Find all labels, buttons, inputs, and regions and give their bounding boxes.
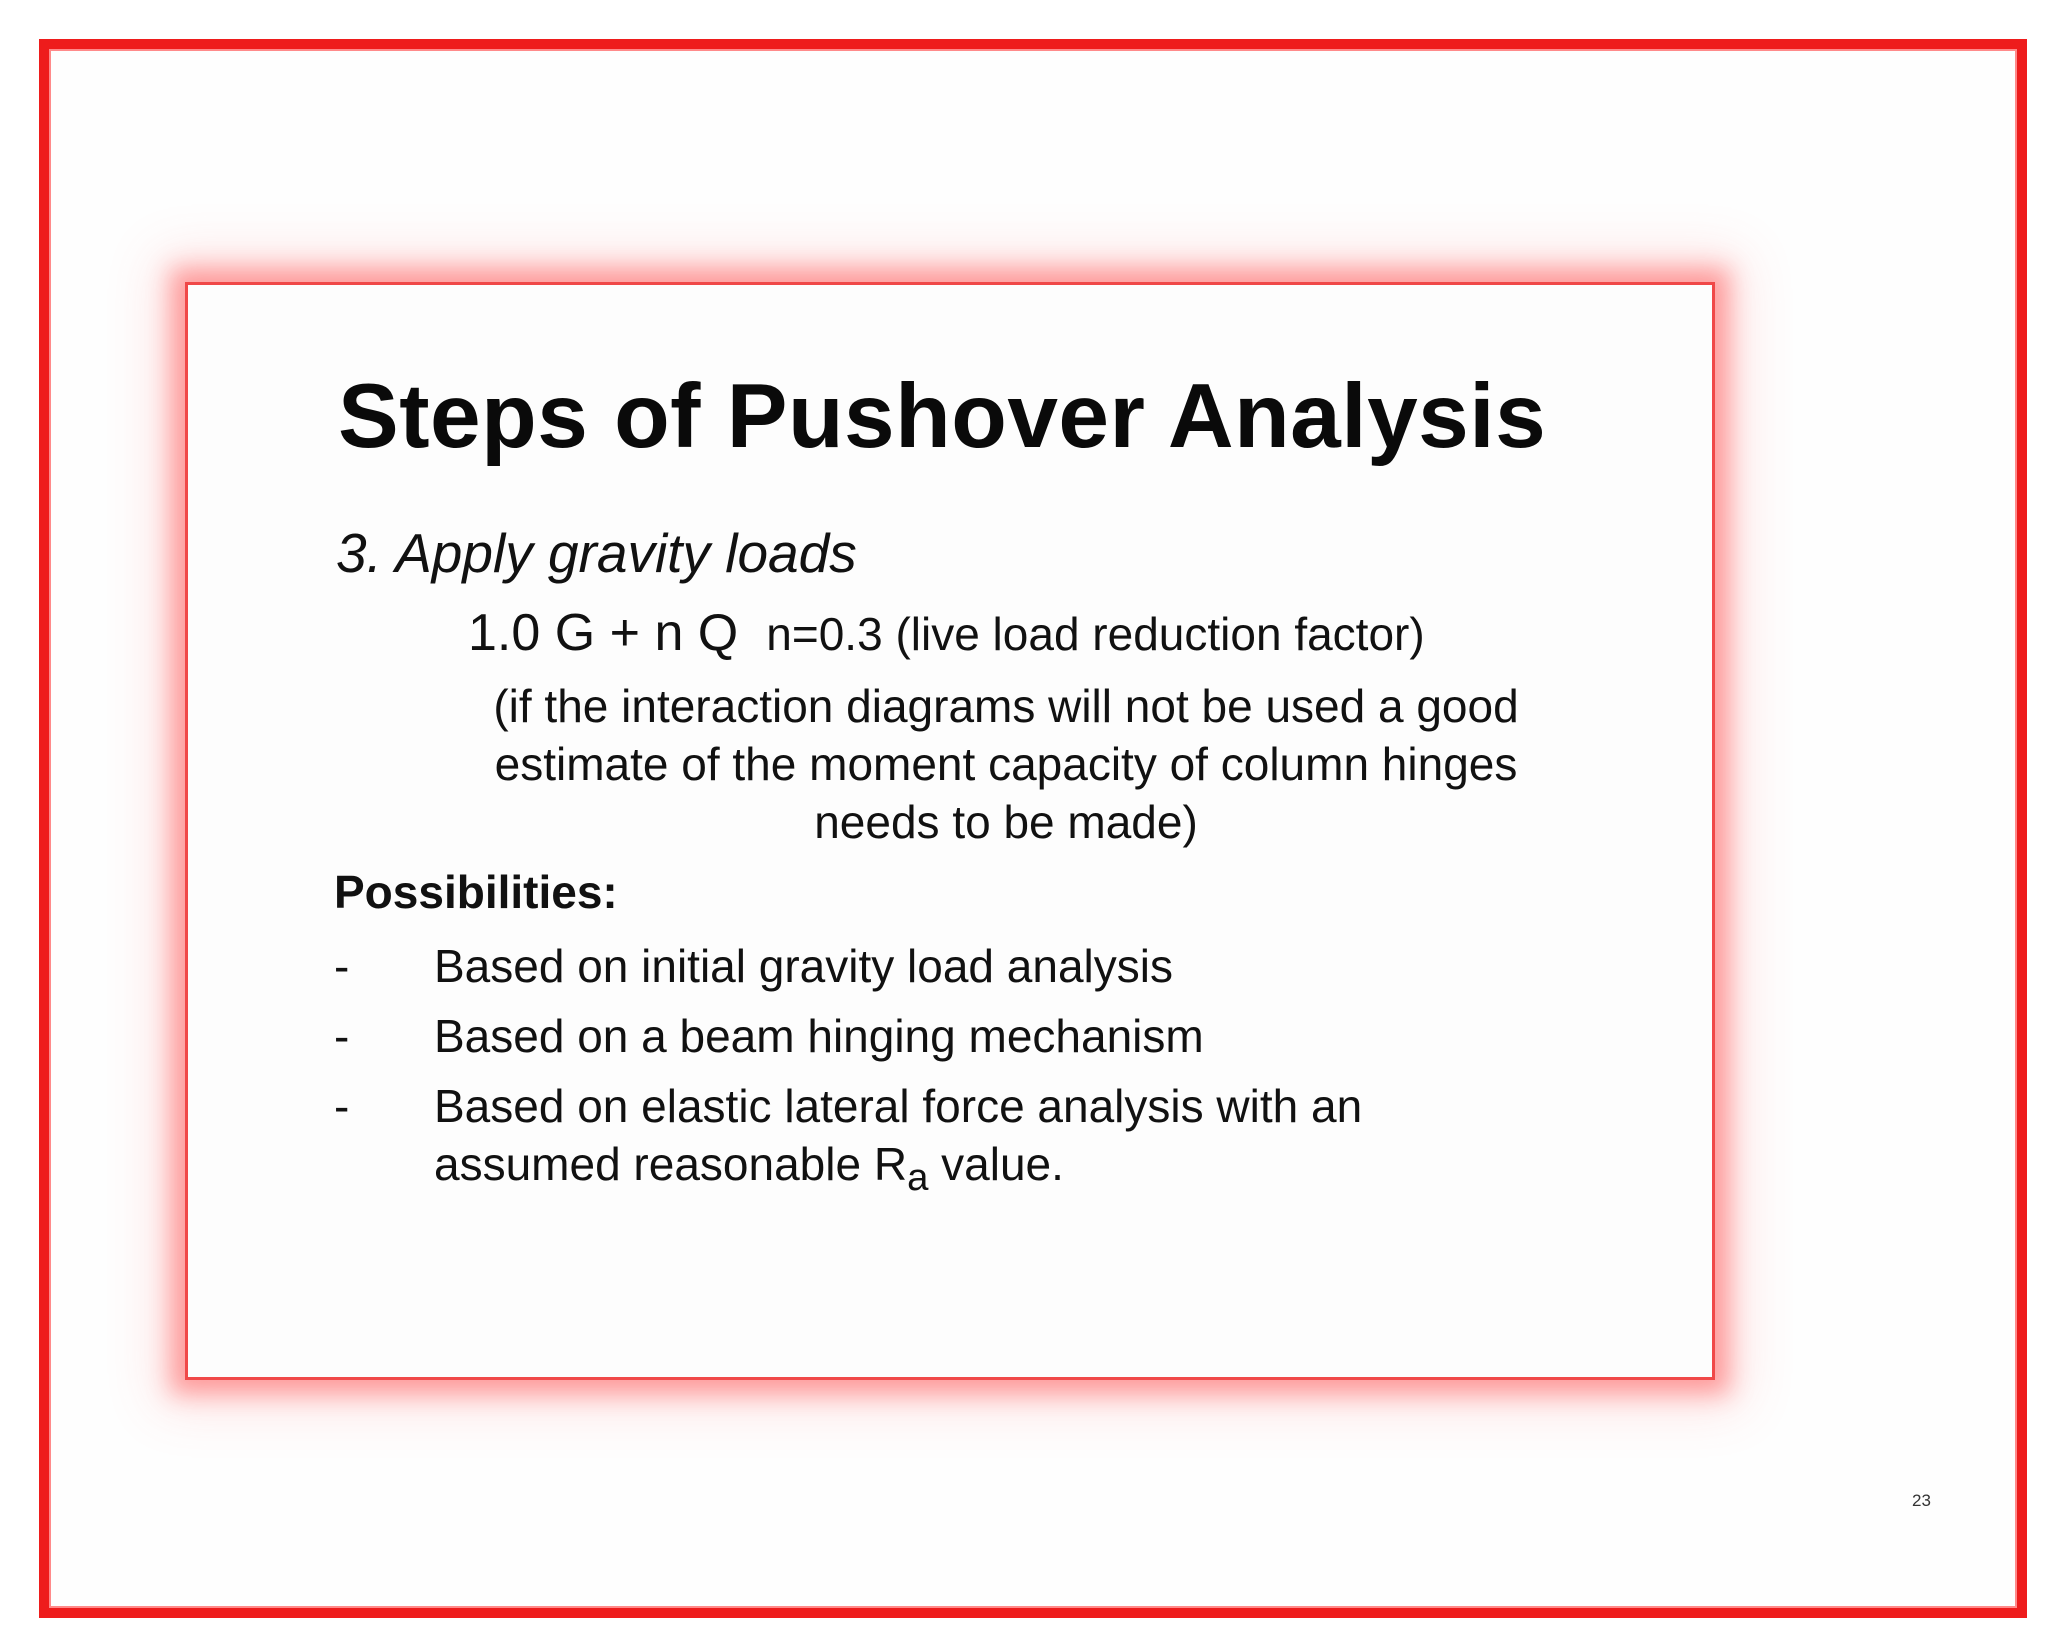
subscript-a: a <box>907 1156 929 1200</box>
bullet-text: Based on initial gravity load analysis <box>434 940 1173 992</box>
load-combination-formula: 1.0 G + n Q <box>468 604 739 662</box>
formula-row <box>468 603 1425 663</box>
possibilities-label: Possibilities: <box>334 866 618 918</box>
bullet-dash: - <box>334 1080 350 1132</box>
step-heading: 3. Apply gravity loads <box>336 522 857 584</box>
bullet-text: Based on a beam hinging mechanism <box>434 1010 1204 1062</box>
bullet-text <box>434 1077 1554 1207</box>
bullet-text-end: value. <box>928 1138 1064 1190</box>
page-number: 23 <box>1912 1491 1931 1510</box>
interaction-diagram-note: (if the interaction diagrams will not be used a good estimate of the moment capacity of column hinges needs to be made) <box>493 680 1519 848</box>
bullet-dash: - <box>334 940 350 992</box>
bullet-text-main: Based on elastic lateral force analysis with an assumed reasonable R <box>434 1080 1363 1190</box>
slide-panel <box>185 282 1715 1380</box>
slide-title: Steps of Pushover Analysis <box>338 366 1547 467</box>
bullet-dash: - <box>334 1010 350 1062</box>
formula-note: n=0.3 (live load reduction factor) <box>766 608 1425 660</box>
